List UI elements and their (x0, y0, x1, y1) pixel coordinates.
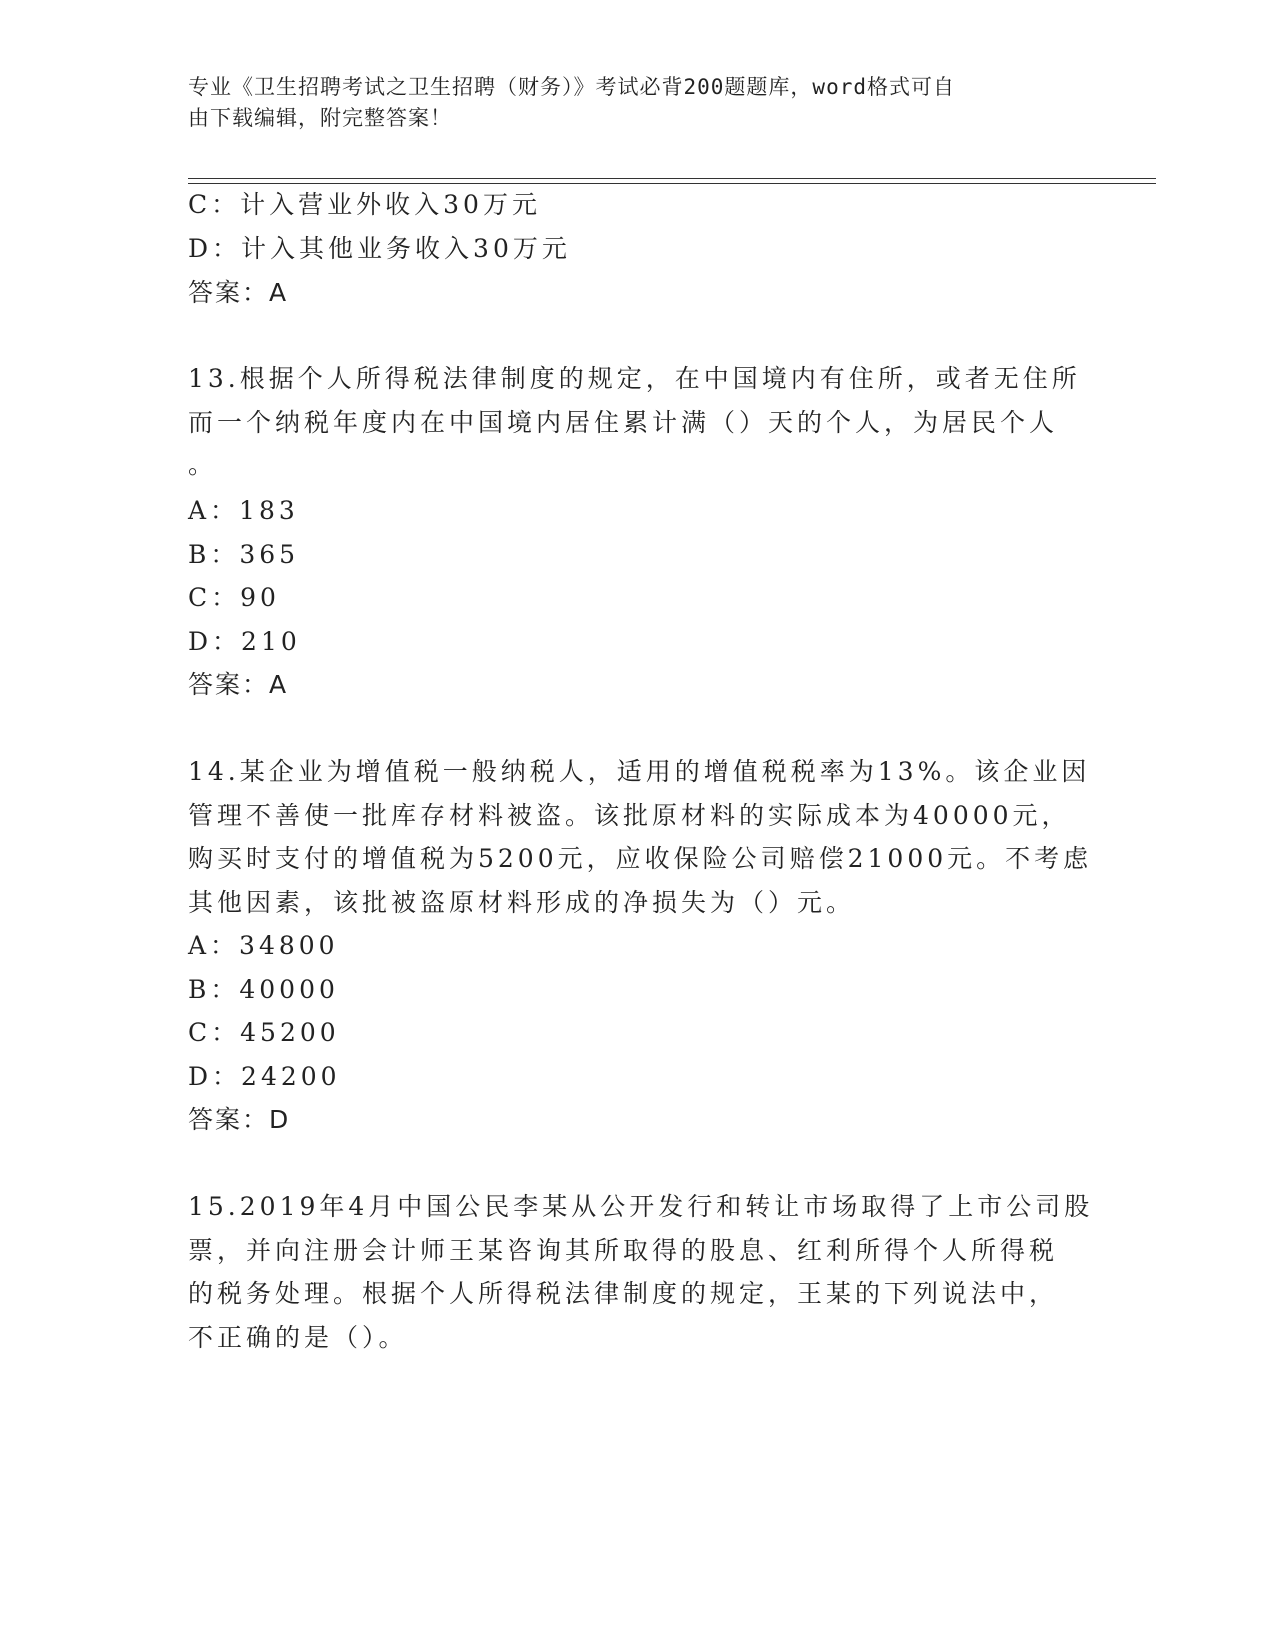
question-13-stem: 而一个纳税年度内在中国境内居住累计满（）天的个人，为居民个人 (188, 408, 1059, 437)
question-13-stem: 13.根据个人所得税法律制度的规定，在中国境内有住所，或者无住所 (188, 364, 1081, 393)
question-14-option-b: B：40000 (188, 975, 339, 1004)
question-14-answer: 答案：D (188, 1105, 291, 1134)
question-14-stem: 购买时支付的增值税为5200元，应收保险公司赔偿21000元。不考虑 (188, 844, 1093, 873)
question-15-stem: 的税务处理。根据个人所得税法律制度的规定，王某的下列说法中， (188, 1279, 1059, 1308)
header-divider (188, 178, 1156, 179)
answer: 答案：A (188, 278, 289, 307)
header-divider (188, 183, 1156, 184)
question-13-stem: 。 (188, 450, 218, 479)
document-header (188, 72, 1068, 134)
question-14-option-c: C：45200 (188, 1018, 340, 1047)
question-14-stem: 其他因素，该批被盗原材料形成的净损失为（）元。 (188, 888, 856, 917)
question-15-stem: 票，并向注册会计师王某咨询其所取得的股息、红利所得个人所得税 (188, 1236, 1059, 1265)
question-14-option-d: D：24200 (188, 1062, 341, 1091)
option-d: D：计入其他业务收入30万元 (188, 234, 571, 263)
header-line: 由下载编辑，附完整答案！ (188, 106, 452, 130)
question-15-stem: 15.2019年4月中国公民李某从公开发行和转让市场取得了上市公司股 (188, 1192, 1094, 1221)
question-14-stem: 管理不善使一批库存材料被盗。该批原材料的实际成本为40000元， (188, 801, 1071, 830)
question-13-answer: 答案：A (188, 670, 289, 699)
question-13-option-b: B：365 (188, 540, 300, 569)
question-13-option-c: C：90 (188, 583, 280, 612)
question-14-stem: 14.某企业为增值税一般纳税人，适用的增值税税率为13%。该企业因 (188, 757, 1091, 786)
option-c: C：计入营业外收入30万元 (188, 190, 541, 219)
header-line: 专业《卫生招聘考试之卫生招聘（财务）》考试必背200题题库，word格式可自 (188, 75, 955, 99)
question-13-option-d: D：210 (188, 627, 301, 656)
question-13-option-a: A：183 (188, 496, 299, 525)
question-14-option-a: A：34800 (188, 931, 339, 960)
question-15-stem: 不正确的是（）。 (188, 1323, 408, 1352)
